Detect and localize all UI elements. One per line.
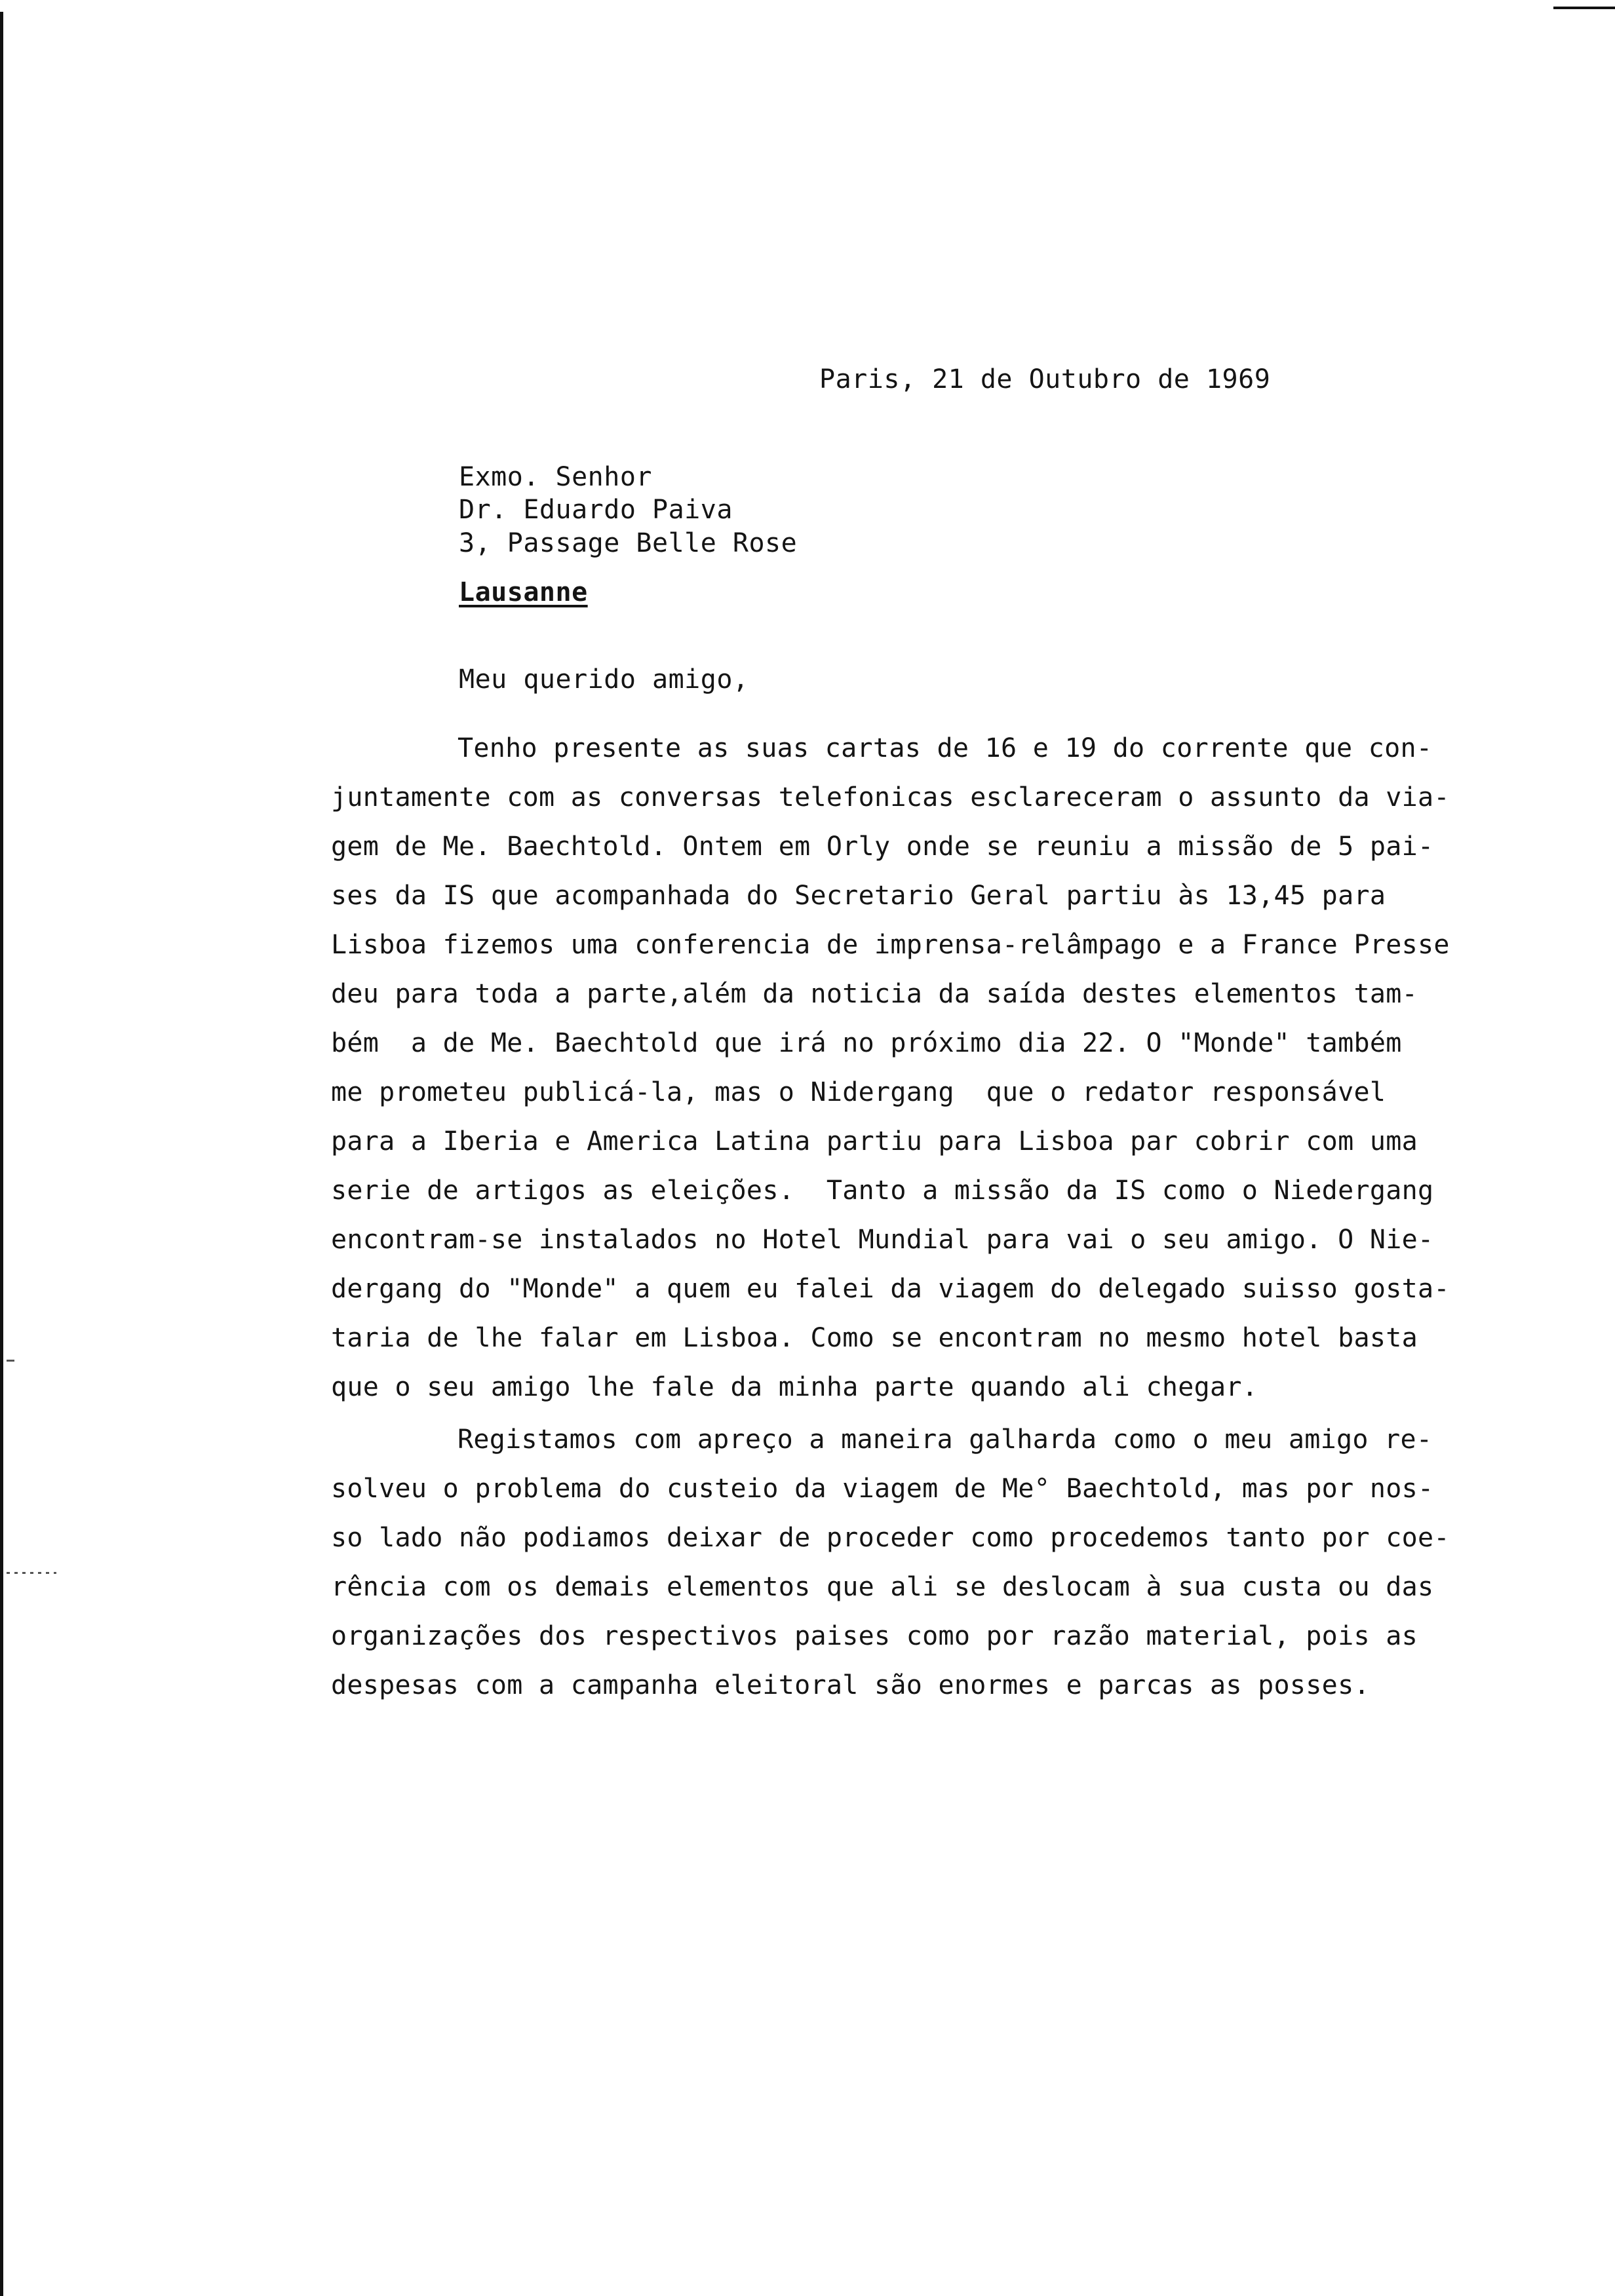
paragraph-line: serie de artigos as eleições. Tanto a missão da IS como o Niedergang bbox=[331, 1176, 1434, 1206]
paragraph-line: organizações dos respectivos paises como por razão material, pois as bbox=[331, 1621, 1418, 1651]
body-paragraph-2 bbox=[331, 1415, 1550, 1710]
paragraph-line: solveu o problema do custeio da viagem de Me° Baechtold, mas por nos- bbox=[331, 1474, 1434, 1504]
recipient-street: 3, Passage Belle Rose bbox=[459, 528, 798, 558]
paragraph-line: deu para toda a parte,além da noticia da saída destes elementos tam- bbox=[331, 979, 1418, 1009]
scan-border-left bbox=[0, 12, 3, 2296]
paragraph-line: despesas com a campanha eleitoral são enormes e parcas as posses. bbox=[331, 1670, 1370, 1700]
salutation: Meu querido amigo, bbox=[459, 664, 749, 695]
paragraph-line: so lado não podiamos deixar de proceder como procedemos tanto por coe- bbox=[331, 1523, 1450, 1553]
scan-border-top bbox=[1553, 7, 1615, 9]
body-paragraph-1 bbox=[331, 724, 1550, 1412]
paragraph-line: que o seu amigo lhe fale da minha parte quando ali chegar. bbox=[331, 1372, 1258, 1402]
paragraph-line: Registamos com apreço a maneira galharda como o meu amigo re- bbox=[457, 1425, 1433, 1455]
letter-date: Paris, 21 de Outubro de 1969 bbox=[819, 364, 1271, 394]
paragraph-line: bém a de Me. Baechtold que irá no próximo dia 22. O "Monde" também bbox=[331, 1028, 1402, 1058]
paragraph-line: para a Iberia e America Latina partiu para Lisboa par cobrir com uma bbox=[331, 1126, 1418, 1157]
paragraph-line: ses da IS que acompanhada do Secretario Geral partiu às 13,45 para bbox=[331, 881, 1386, 911]
paragraph-line: Tenho presente as suas cartas de 16 e 19 do corrente que con- bbox=[457, 733, 1433, 763]
recipient-name: Dr. Eduardo Paiva bbox=[459, 495, 733, 525]
paragraph-line: juntamente com as conversas telefonicas esclareceram o assunto da via- bbox=[331, 782, 1450, 813]
paragraph-line: gem de Me. Baechtold. Ontem em Orly onde se reuniu a missão de 5 pai- bbox=[331, 832, 1434, 862]
scan-mark bbox=[7, 1572, 56, 1574]
paragraph-line: taria de lhe falar em Lisboa. Como se encontram no mesmo hotel basta bbox=[331, 1323, 1418, 1353]
recipient-title: Exmo. Senhor bbox=[459, 462, 652, 492]
recipient-city: Lausanne bbox=[459, 577, 588, 607]
scan-mark bbox=[7, 1360, 14, 1362]
paragraph-line: me prometeu publicá-la, mas o Nidergang que o redator responsável bbox=[331, 1077, 1386, 1107]
paragraph-line: rência com os demais elementos que ali se deslocam à sua custa ou das bbox=[331, 1572, 1434, 1602]
paragraph-line: encontram-se instalados no Hotel Mundial para vai o seu amigo. O Nie- bbox=[331, 1225, 1434, 1255]
paragraph-line: Lisboa fizemos uma conferencia de imprensa-relâmpago e a France Presse bbox=[331, 930, 1450, 960]
paragraph-line: dergang do "Monde" a quem eu falei da viagem do delegado suisso gosta- bbox=[331, 1274, 1450, 1304]
